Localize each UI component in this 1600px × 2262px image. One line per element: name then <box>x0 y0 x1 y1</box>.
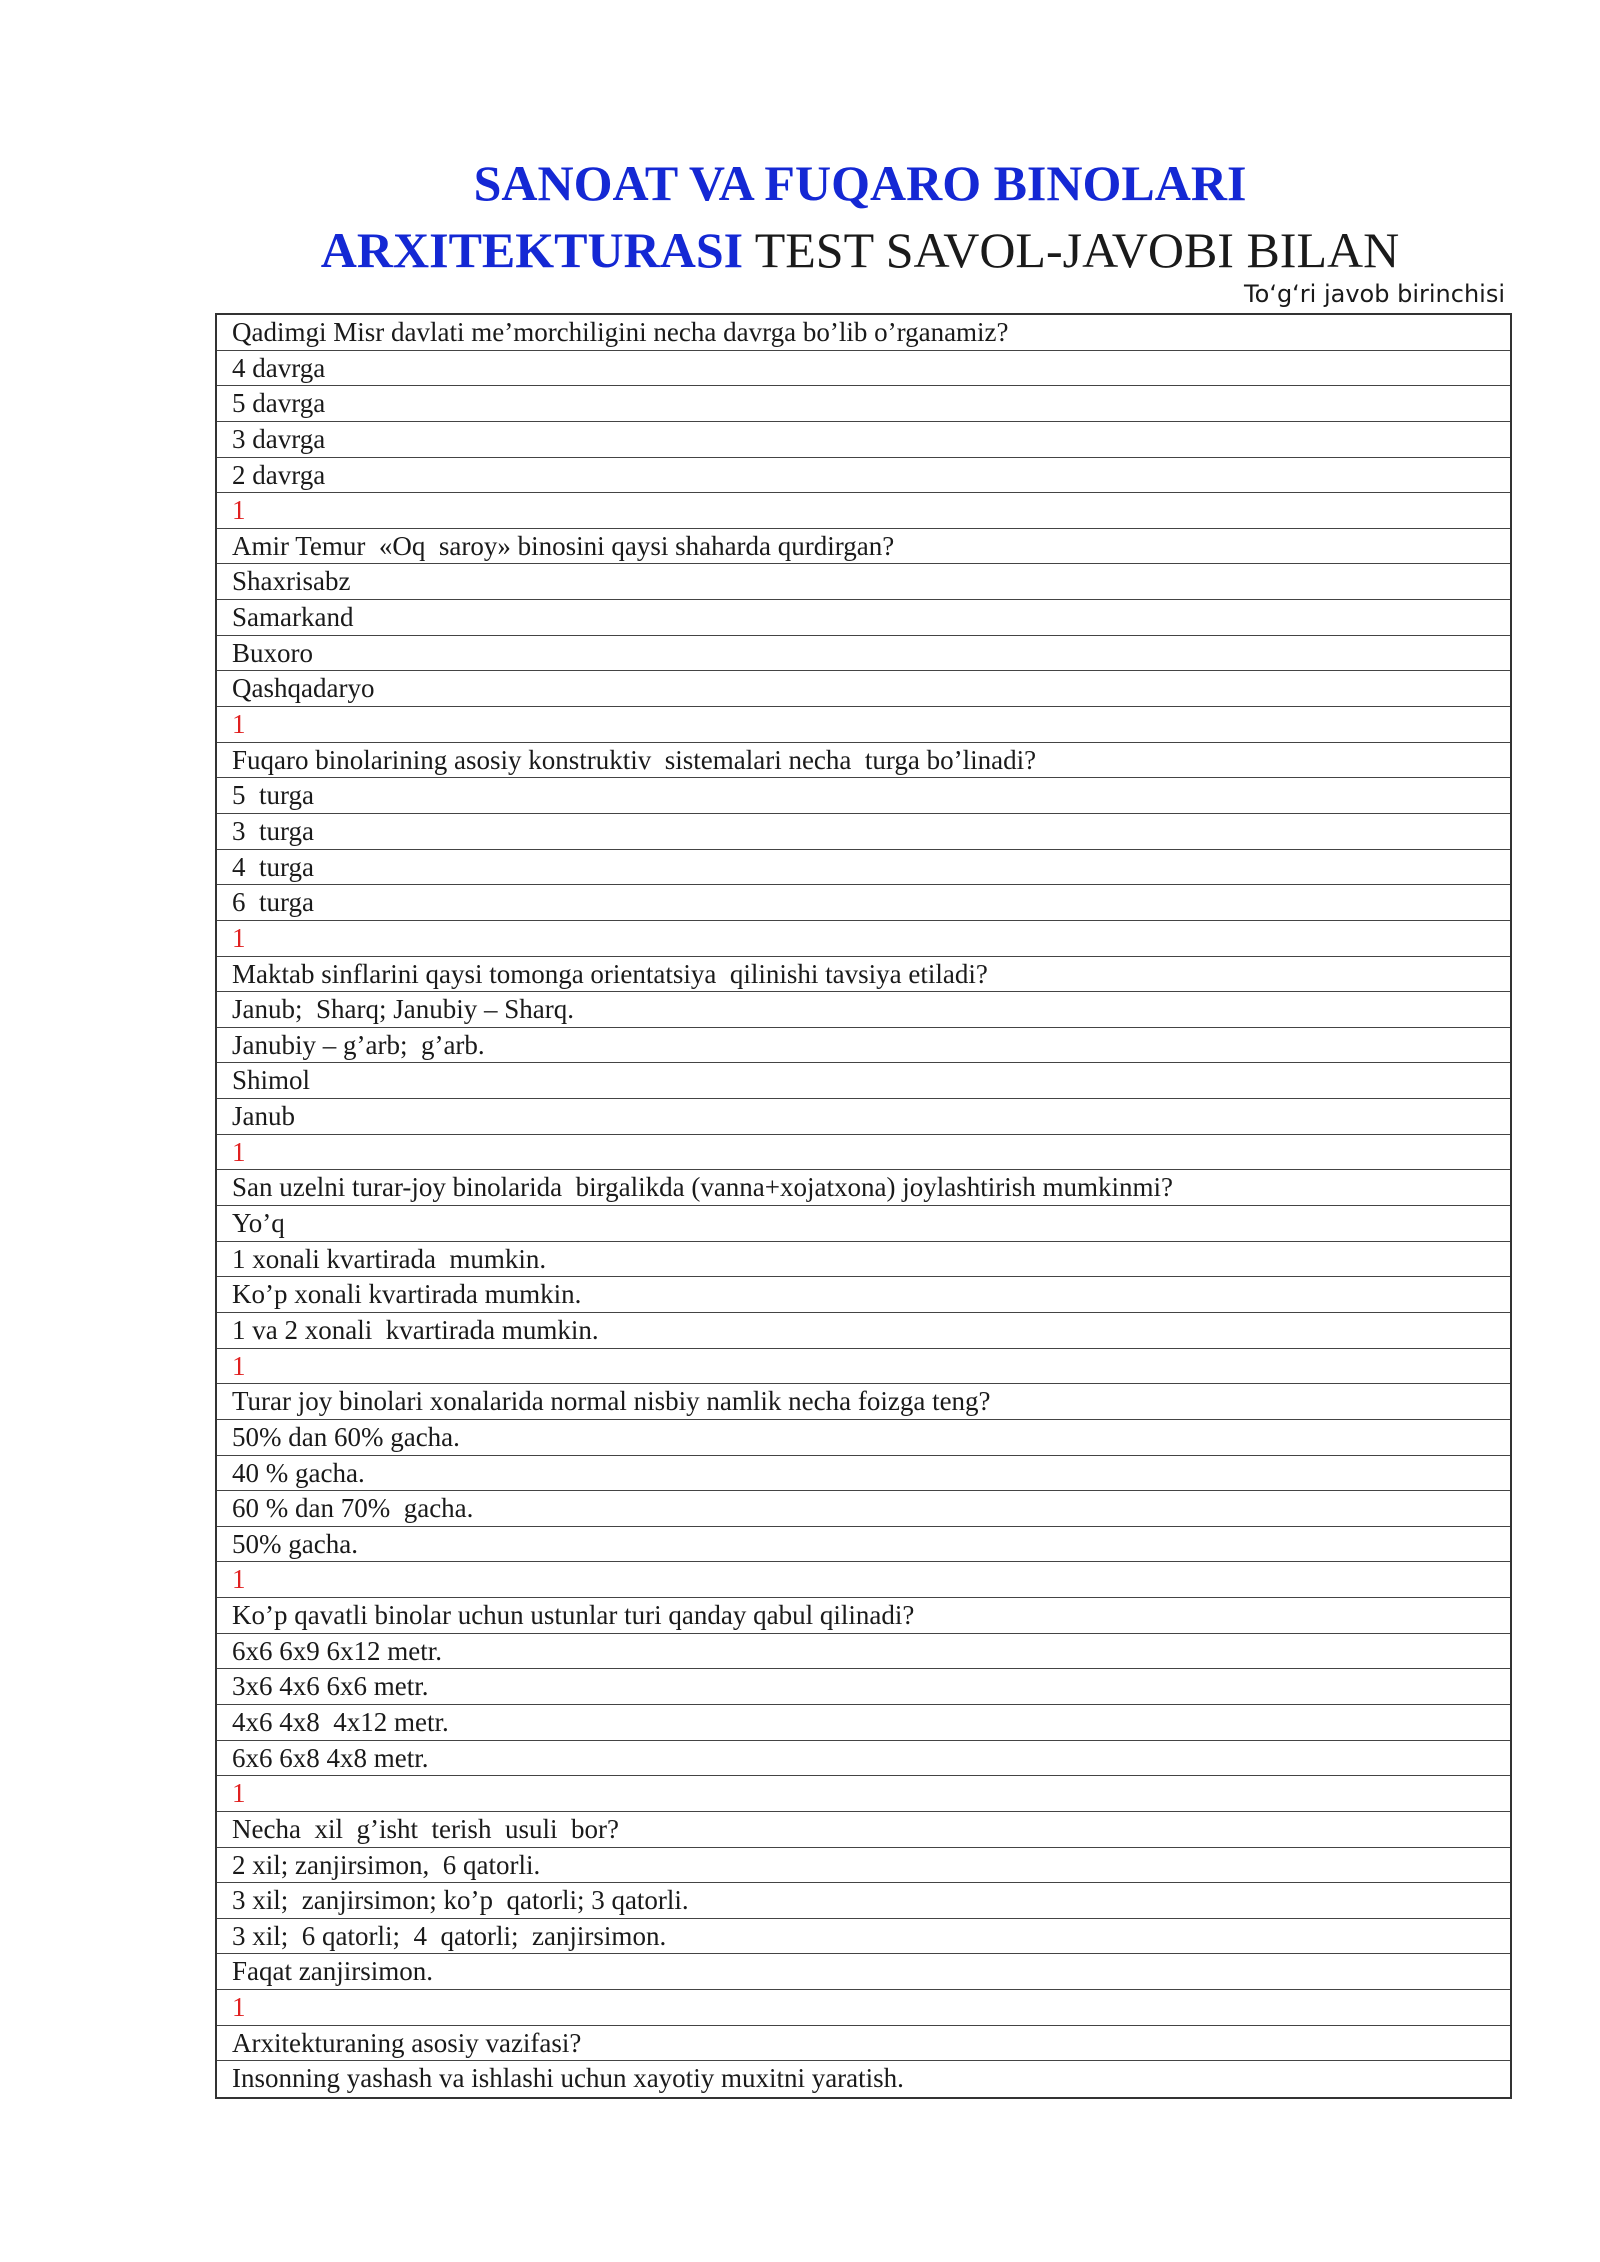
option-row: Janub <box>217 1099 1510 1135</box>
answer-key-row: 1 <box>217 1990 1510 2026</box>
option-row: Janub; Sharq; Janubiy – Sharq. <box>217 992 1510 1028</box>
option-row: 3 davrga <box>217 422 1510 458</box>
option-row: 50% gacha. <box>217 1527 1510 1563</box>
question-row: San uzelni turar-joy binolarida birgalikda (vanna+xojatxona) joylashtirish mumkinmi? <box>217 1170 1510 1206</box>
option-row: Insonning yashash va ishlashi uchun xayotiy muxitni yaratish. <box>232 2063 904 2094</box>
title-line-2-accent: ARXITEKTURASI <box>320 221 744 278</box>
option-row: 4 davrga <box>217 351 1510 387</box>
option-row: 5 davrga <box>217 386 1510 422</box>
option-row: Qashqadaryo <box>217 671 1510 707</box>
answer-key-row: 1 <box>217 921 1510 957</box>
option-row: 3 xil; 6 qatorli; 4 qatorli; zanjirsimon. <box>217 1919 1510 1955</box>
title-line-1: SANOAT VA FUQARO BINOLARI <box>473 155 1247 211</box>
answer-key-row: 1 <box>217 493 1510 529</box>
answer-key-row: 1 <box>217 1349 1510 1385</box>
option-row: 50% dan 60% gacha. <box>217 1420 1510 1456</box>
question-row: Fuqaro binolarining asosiy konstruktiv sistemalari necha turga bo’linadi? <box>217 743 1510 779</box>
option-row: 40 % gacha. <box>217 1456 1510 1492</box>
option-row: 2 davrga <box>217 458 1510 494</box>
question-row: Qadimgi Misr davlati me’morchiligini necha davrga bo’lib o’rganamiz? <box>217 315 1510 351</box>
option-row: Yo’q <box>217 1206 1510 1242</box>
answer-key-row: 1 <box>217 1135 1510 1171</box>
question-row: Amir Temur «Oq saroy» binosini qaysi shaharda qurdirgan? <box>217 529 1510 565</box>
question-row: Maktab sinflarini qaysi tomonga orientatsiya qilinishi tavsiya etiladi? <box>217 957 1510 993</box>
correct-answer-note: To‘g‘ri javob birinchisi <box>1244 280 1505 308</box>
title-line-2 <box>0 217 1600 284</box>
option-row: 6 turga <box>217 885 1510 921</box>
option-row: 6x6 6x8 4x8 metr. <box>217 1741 1510 1777</box>
option-row: 2 xil; zanjirsimon, 6 qatorli. <box>217 1848 1510 1884</box>
answer-key-row: 1 <box>217 707 1510 743</box>
option-row: 4 turga <box>217 850 1510 886</box>
question-row: Necha xil g’isht terish usuli bor? <box>217 1812 1510 1848</box>
page-title <box>0 150 1600 283</box>
option-row: Janubiy – g’arb; g’arb. <box>217 1028 1510 1064</box>
option-row: Buxoro <box>217 636 1510 672</box>
option-row: 3 xil; zanjirsimon; ko’p qatorli; 3 qatorli. <box>217 1883 1510 1919</box>
option-row: Ko’p xonali kvartirada mumkin. <box>217 1277 1510 1313</box>
option-row: 60 % dan 70% gacha. <box>217 1491 1510 1527</box>
question-answer-table <box>215 313 1512 2099</box>
question-row: Arxitekturaning asosiy vazifasi? <box>217 2026 1510 2062</box>
question-row: Ko’p qavatli binolar uchun ustunlar turi qanday qabul qilinadi? <box>217 1598 1510 1634</box>
question-row: Turar joy binolari xonalarida normal nisbiy namlik necha foizga teng? <box>217 1384 1510 1420</box>
option-row: 3 turga <box>217 814 1510 850</box>
option-row: 6x6 6x9 6x12 metr. <box>217 1634 1510 1670</box>
option-row: Faqat zanjirsimon. <box>217 1954 1510 1990</box>
option-row: 1 xonali kvartirada mumkin. <box>217 1242 1510 1278</box>
option-row: Shimol <box>217 1063 1510 1099</box>
title-line-2-rest: TEST SAVOL-JAVOBI BILAN <box>743 221 1400 278</box>
answer-key-row: 1 <box>217 1562 1510 1598</box>
answer-key-row: 1 <box>217 1776 1510 1812</box>
option-row: 5 turga <box>217 778 1510 814</box>
option-row: Samarkand <box>217 600 1510 636</box>
option-row: 1 va 2 xonali kvartirada mumkin. <box>217 1313 1510 1349</box>
option-row: 3x6 4x6 6x6 metr. <box>217 1669 1510 1705</box>
option-row: Shaxrisabz <box>217 564 1510 600</box>
option-row: 4x6 4x8 4x12 metr. <box>217 1705 1510 1741</box>
